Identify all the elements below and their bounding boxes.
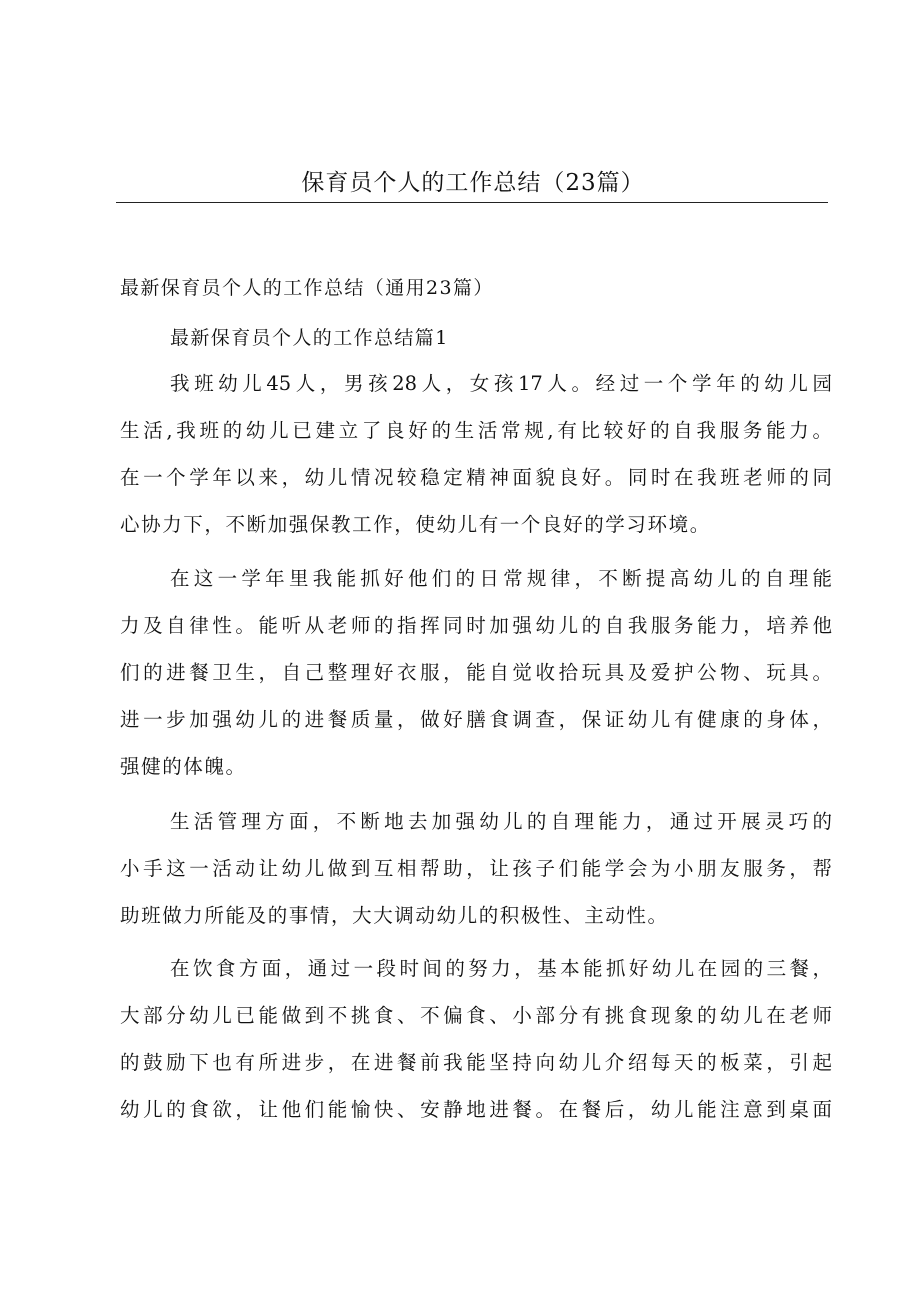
paragraph-line: 生活,我班的幼儿已建立了良好的生活常规,有比较好的自我服务能力。	[120, 419, 832, 442]
paragraph-line: 助班做力所能及的事情，大大调动幼儿的积极性、主动性。	[120, 904, 669, 927]
paragraph-line: 们的进餐卫生，自己整理好衣服，能自觉收拾玩具及爱护公物、玩具。	[120, 661, 832, 684]
paragraph-4	[120, 945, 832, 1133]
paragraph-1	[120, 360, 832, 548]
paragraph-line: 强健的体魄。	[120, 755, 247, 778]
paragraph-line: 我班幼儿45人，男孩28人，女孩17人。经过一个学年的幼儿园	[170, 372, 832, 395]
paragraph-2	[120, 555, 832, 790]
paragraph-line: 进一步加强幼儿的进餐质量，做好膳食调查，保证幼儿有健康的身体，	[120, 708, 832, 731]
paragraph-3	[120, 798, 832, 939]
paragraph-line: 生活管理方面，不断地去加强幼儿的自理能力，通过开展灵巧的	[170, 810, 832, 833]
paragraph-line: 在饮食方面，通过一段时间的努力，基本能抓好幼儿在园的三餐，	[170, 957, 832, 980]
paragraph-line: 心协力下，不断加强保教工作，使幼儿有一个良好的学习环境。	[120, 513, 711, 536]
paragraph-line: 在这一学年里我能抓好他们的日常规律，不断提高幼儿的自理能	[170, 567, 832, 590]
document-subtitle: 最新保育员个人的工作总结（通用23篇）	[120, 277, 494, 299]
paragraph-line: 幼儿的食欲，让他们能愉快、安静地进餐。在餐后，幼儿能注意到桌面	[120, 1098, 832, 1121]
paragraph-line: 小手这一活动让幼儿做到互相帮助，让孩子们能学会为小朋友服务，帮	[120, 857, 832, 880]
paragraph-line: 在一个学年以来，幼儿情况较稳定精神面貌良好。同时在我班老师的同	[120, 466, 832, 489]
section-heading: 最新保育员个人的工作总结篇1	[170, 327, 449, 349]
paragraph-line: 的鼓励下也有所进步，在进餐前我能坚持向幼儿介绍每天的板菜，引起	[120, 1051, 832, 1074]
document-title: 保育员个人的工作总结（23篇）	[301, 170, 645, 196]
paragraph-line: 力及自律性。能听从老师的指挥同时加强幼儿的自我服务能力，培养他	[120, 614, 832, 637]
paragraph-line: 大部分幼儿已能做到不挑食、不偏食、小部分有挑食现象的幼儿在老师	[120, 1004, 832, 1027]
title-underline	[116, 202, 828, 203]
